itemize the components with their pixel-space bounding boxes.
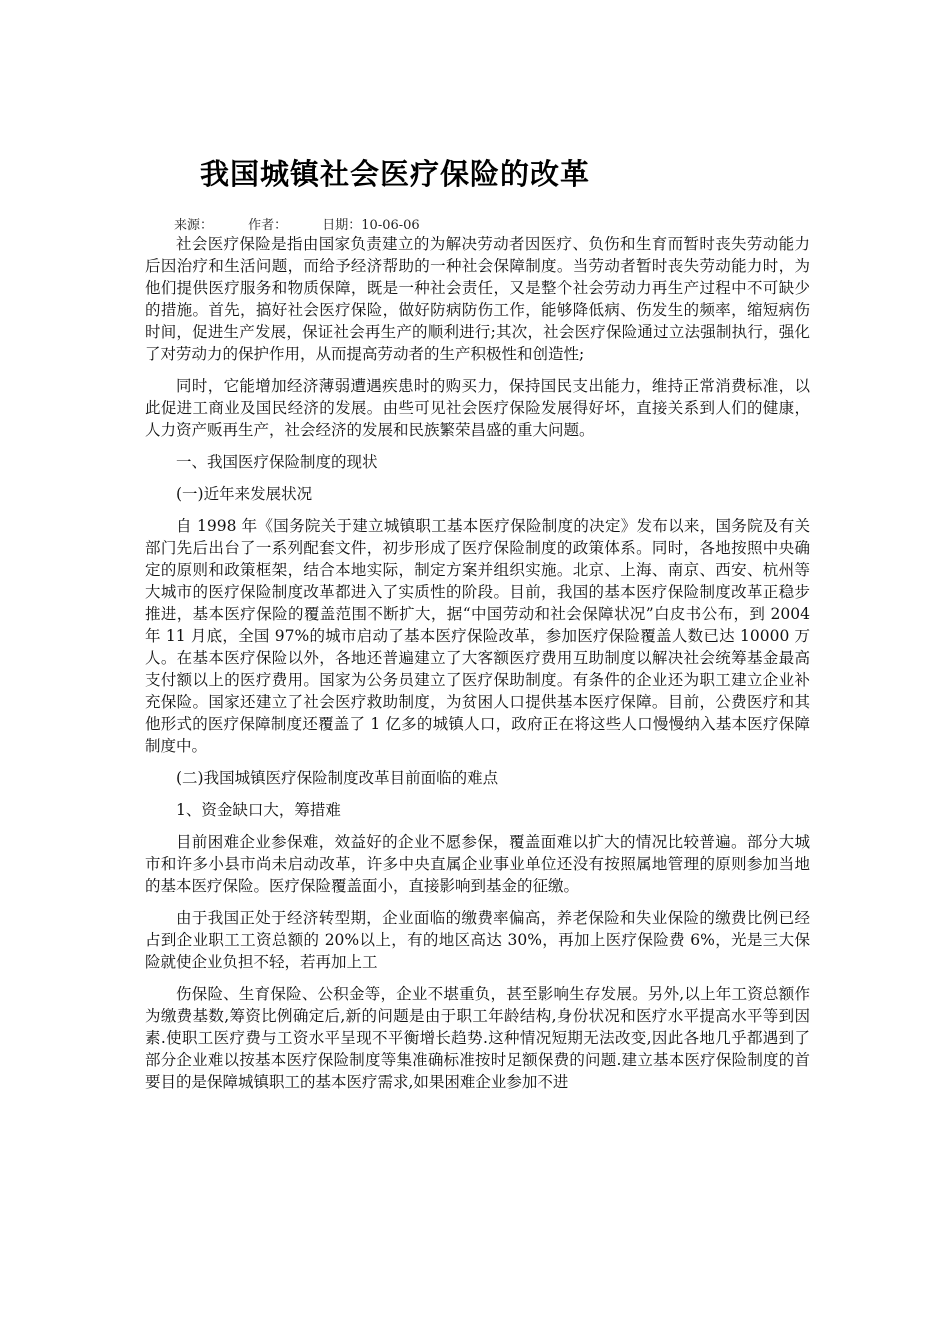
meta-date: 日期：10-06-06 (322, 218, 420, 233)
paragraph-contribution-rates: 由于我国正处于经济转型期，企业面临的缴费率偏高，养老保险和失业保险的缴费比例已经占到企业职工工资总额的 20%以上，有的地区高达 30%，再加上医疗保险费 6%，光是三大保险就使企业负担不轻，若再加上工 (145, 909, 810, 971)
paragraph-development: 自 1998 年《国务院关于建立城镇职工基本医疗保险制度的决定》发布以来，国务院及有关部门先后出台了一系列配套文件，初步形成了医疗保险制度的政策体系。同时，各地按照中央确定的原则和政策框架，结合本地实际，制定方案并组织实施。北京、上海、南京、西安、杭州等大城市的医疗保险制度改革都进入了实质性的阶段。目前，我国的基本医疗保险制度改革正稳步推进，基本医疗保险的覆盖范围不断扩大，据“中国劳动和社会保障状况”白皮书公布，到 2004 年 11 月底，全国 97%的城市启动了基本医疗保险改革，参加医疗保险覆盖人数已达 10000 万人。在基本医疗保险以外，各地还普遍建立了大客额医疗费用互助制度以解决社会统筹基金最高支付额以上的医疗费用。国家为公务员建立了医疗保助制度。有条件的企业还为职工建立企业补充保险。国家还建立了社会医疗救助制度，为贫困人口提供基本医疗保障。目前，公费医疗和其他形式的医疗保障制度还覆盖了 1 亿多的城镇人口，政府正在将这些人口慢慢纳入基本医疗保障制度中。 (145, 517, 810, 755)
item-heading-funding: 1、资金缺口大，筹措难 (176, 801, 341, 819)
subsection-heading-development: (一)近年来发展状况 (176, 485, 313, 503)
section-heading-status: 一、我国医疗保险制度的现状 (176, 453, 378, 471)
document-meta (174, 214, 420, 233)
paragraph-enrollment: 目前困难企业参保难，效益好的企业不愿参保，覆盖面难以扩大的情况比较普遍。部分大城市和许多小县市尚未启动改革，许多中央直属企业事业单位还没有按照属地管理的原则参加当地的基本医疗保险。医疗保险覆盖面小，直接影响到基金的征缴。 (145, 833, 810, 895)
document-body (145, 233, 810, 1093)
subsection-heading-difficulties: (二)我国城镇医疗保险制度改革目前面临的难点 (176, 769, 499, 787)
document-title: 我国城镇社会医疗保险的改革 (200, 157, 591, 191)
meta-author: 作者： (248, 218, 288, 233)
paragraph-intro: 社会医疗保险是指由国家负责建立的为解决劳动者因医疗、负伤和生育而暂时丧失劳动能力后因治疗和生活问题，而给予经济帮助的一种社会保障制度。当劳动者暂时丧失劳动能力时，为他们提供医疗服务和物质保障，既是一种社会责任，又是整个社会劳动力再生产过程中不可缺少的措施。首先，搞好社会医疗保险，做好防病防伤工作，能够降低病、伤发生的频率，缩短病伤时间，促进生产发展，保证社会再生产的顺利进行;其次，社会医疗保险通过立法强制执行，强化了对劳动力的保护作用，从而提高劳动者的生产积极性和创造性; (145, 235, 810, 363)
meta-source: 来源： (174, 218, 214, 233)
paragraph-significance: 同时，它能增加经济薄弱遭遇疾患时的购买力，保持国民支出能力，维持正常消费标准，以此促进工商业及国民经济的发展。由些可见社会医疗保险发展得好坏，直接关系到人们的健康，人力资产贩再生产，社会经济的发展和民族繁荣昌盛的重大问题。 (145, 377, 810, 439)
paragraph-burden: 伤保险、生育保险、公积金等，企业不堪重负，甚至影响生存发展。另外,以上年工资总额作为缴费基数,筹资比例确定后,新的问题是由于职工年龄结构,身份状况和医疗水平提高水平等到因素.使职工医疗费与工资水平呈现不平衡增长趋势.这种情况短期无法改变,因此各地几乎都遇到了部分企业难以按基本医疗保险制度等集准确标准按时足额保费的问题.建立基本医疗保险制度的首要目的是保障城镇职工的基本医疗需求,如果困难企业参加不进 (145, 985, 810, 1091)
